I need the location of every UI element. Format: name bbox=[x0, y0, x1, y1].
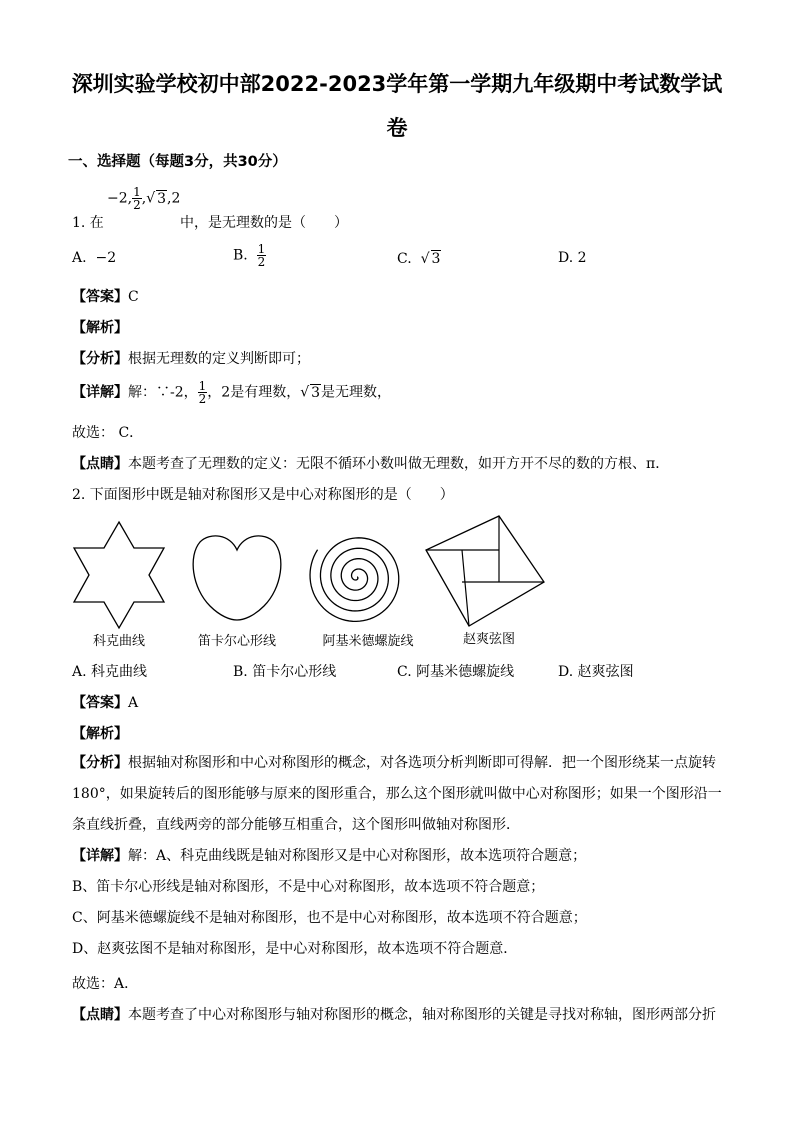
archimedes-spiral-figure bbox=[306, 526, 408, 628]
page-title-cont: 卷 bbox=[386, 116, 408, 140]
caption-zhao: 赵爽弦图 bbox=[462, 632, 515, 647]
q1-analysis: 【分析】根据无理数的定义判断即可； bbox=[72, 351, 310, 367]
q1-option-b: B. $\frac{1}{2}$ bbox=[233, 242, 266, 269]
caption-koch: 科克曲线 bbox=[92, 634, 145, 649]
q2-option-c: C. 阿基米德螺旋线 bbox=[397, 664, 515, 680]
q1-stem: 中，是无理数的是（ ） bbox=[180, 215, 348, 231]
q2-stem: 2. 下面图形中既是轴对称图形又是中心对称图形的是（ ） bbox=[72, 487, 454, 503]
q2-option-d: D. 赵爽弦图 bbox=[558, 664, 634, 680]
q1-answer: 【答案】C bbox=[72, 289, 139, 305]
q2-choice: 故选：A． bbox=[72, 976, 139, 992]
q2-option-a: A. 科克曲线 bbox=[72, 664, 148, 680]
q1-prefix: 1. 在 bbox=[72, 215, 104, 231]
q1-option-d: D. 2 bbox=[558, 250, 587, 266]
zhao-shuang-figure bbox=[424, 514, 546, 628]
q1-set: −2, $\frac{1}{2}$ ,√ 3,2 bbox=[107, 185, 181, 212]
q1-jiexi: 【解析】 bbox=[72, 320, 128, 336]
cardioid-figure bbox=[190, 528, 284, 622]
caption-spiral: 阿基米德螺旋线 bbox=[322, 634, 414, 649]
koch-star-figure bbox=[72, 520, 166, 630]
q2-remark: 【点睛】本题考查了中心对称图形与轴对称图形的概念，轴对称图形的关键是寻找对称轴，图形两部分折 bbox=[72, 1007, 716, 1023]
page-title: 深圳实验学校初中部2022-2023学年第一学期九年级期中考试数学试 bbox=[71, 72, 723, 96]
q1-option-a: A. −2 bbox=[72, 250, 117, 266]
q1-set-fraction: $\frac{1}{2}$ bbox=[133, 185, 141, 212]
q1-choice: 故选： C． bbox=[72, 425, 144, 441]
q1-remark: 【点睛】本题考查了无理数的定义：无限不循环小数叫做无理数，如开方开不尽的数的方根、π． bbox=[72, 456, 670, 472]
q1-detail: 【详解】解：∵-2， $\frac{1}{2}$ ，2是有理数，√ 3是无理数， bbox=[72, 379, 392, 406]
q2-option-b: B. 笛卡尔心形线 bbox=[233, 664, 337, 680]
q2-analysis: 【分析】根据轴对称图形和中心对称图形的概念，对各选项分析判断即可得解．把一个图形绕某一点旋转 180°，如果旋转后的图形能够与原来的图形重合，那么这个图形就叫做中心对称图形；如果一个图形沿一 条直线折叠，直线两旁的部分能够互相重合，这个图形叫做轴对称图形． bbox=[72, 755, 722, 833]
q2-answer: 【答案】A bbox=[72, 695, 139, 711]
section-heading: 一、选择题（每题3分，共30分） bbox=[68, 154, 287, 170]
caption-cardioid: 笛卡尔心形线 bbox=[197, 634, 276, 649]
q2-detail: 【详解】解：A、科克曲线既是轴对称图形又是中心对称图形，故本选项符合题意； B、笛卡尔心形线是轴对称图形，不是中心对称图形，故本选项不符合题意； C、阿基米德螺旋线不是轴对称图形，也不是中心对称图形，故本选项不符合题意； D、赵爽弦图不是轴对称图形，是中心对称图形，故本选项不符合题意． bbox=[72, 848, 587, 957]
q1-option-c: C. √ 3 bbox=[397, 251, 441, 267]
q2-jiexi: 【解析】 bbox=[72, 726, 128, 742]
